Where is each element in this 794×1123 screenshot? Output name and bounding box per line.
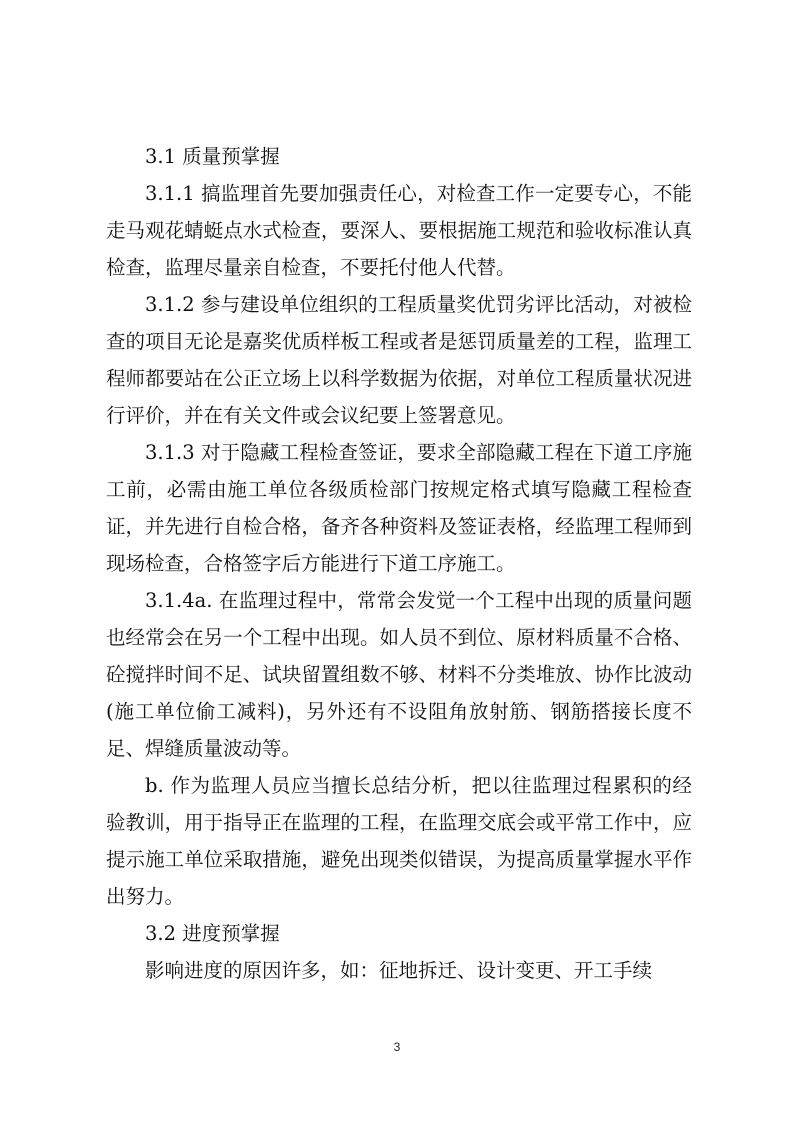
- section-heading-3-2: 3.2 进度预掌握: [145, 922, 280, 945]
- paragraph-3-1-4b: b. 作为监理人员应当擅长总结分析，把以往监理过程累积的经验教训，用于指导正在监理的工程，在监理交底会或平常工作中，应提示施工单位采取措施，避免出现类似错误，为提高质量掌握水平作出努力。: [106, 774, 692, 908]
- page-number: 3: [393, 1040, 401, 1054]
- paragraph-3-1-3: 3.1.3 对于隐藏工程检查签证，要求全部隐藏工程在下道工序施工前，必需由施工单位各级质检部门按规定格式填写隐藏工程检查证，并先进行自检合格，备齐各种资料及签证表格，经监理工程师到现场检查，合格签字后方能进行下道工序施工。: [106, 441, 692, 575]
- document-body: [106, 138, 692, 989]
- paragraph-3-1-2: 3.1.2 参与建设单位组织的工程质量奖优罚劣评比活动，对被检查的项目无论是嘉奖优质样板工程或者是惩罚质量差的工程，监理工程师都要站在公正立场上以科学数据为依据，对单位工程质量状况进行评价，并在有关文件或会议纪要上签署意见。: [106, 293, 692, 427]
- paragraph-3-2-intro: 影响进度的原因许多，如：征地拆迁、设计变更、开工手续: [145, 959, 653, 982]
- paragraph-3-1-4a: 3.1.4a. 在监理过程中，常常会发觉一个工程中出现的质量问题也经常会在另一个工程中出现。如人员不到位、原材料质量不合格、砼搅拌时间不足、试块留置组数不够、材料不分类堆放、协作比波动(施工单位偷工减料)，另外还有不设阻角放射筋、钢筋搭接长度不足、焊缝质量波动等。: [106, 589, 692, 760]
- section-heading-3-1: 3.1 质量预掌握: [145, 145, 280, 168]
- paragraph-3-1-1: 3.1.1 搞监理首先要加强责任心，对检查工作一定要专心，不能走马观花蜻蜓点水式检查，要深人、要根据施工规范和验收标准认真检查，监理尽量亲自检查，不要托付他人代替。: [106, 182, 692, 279]
